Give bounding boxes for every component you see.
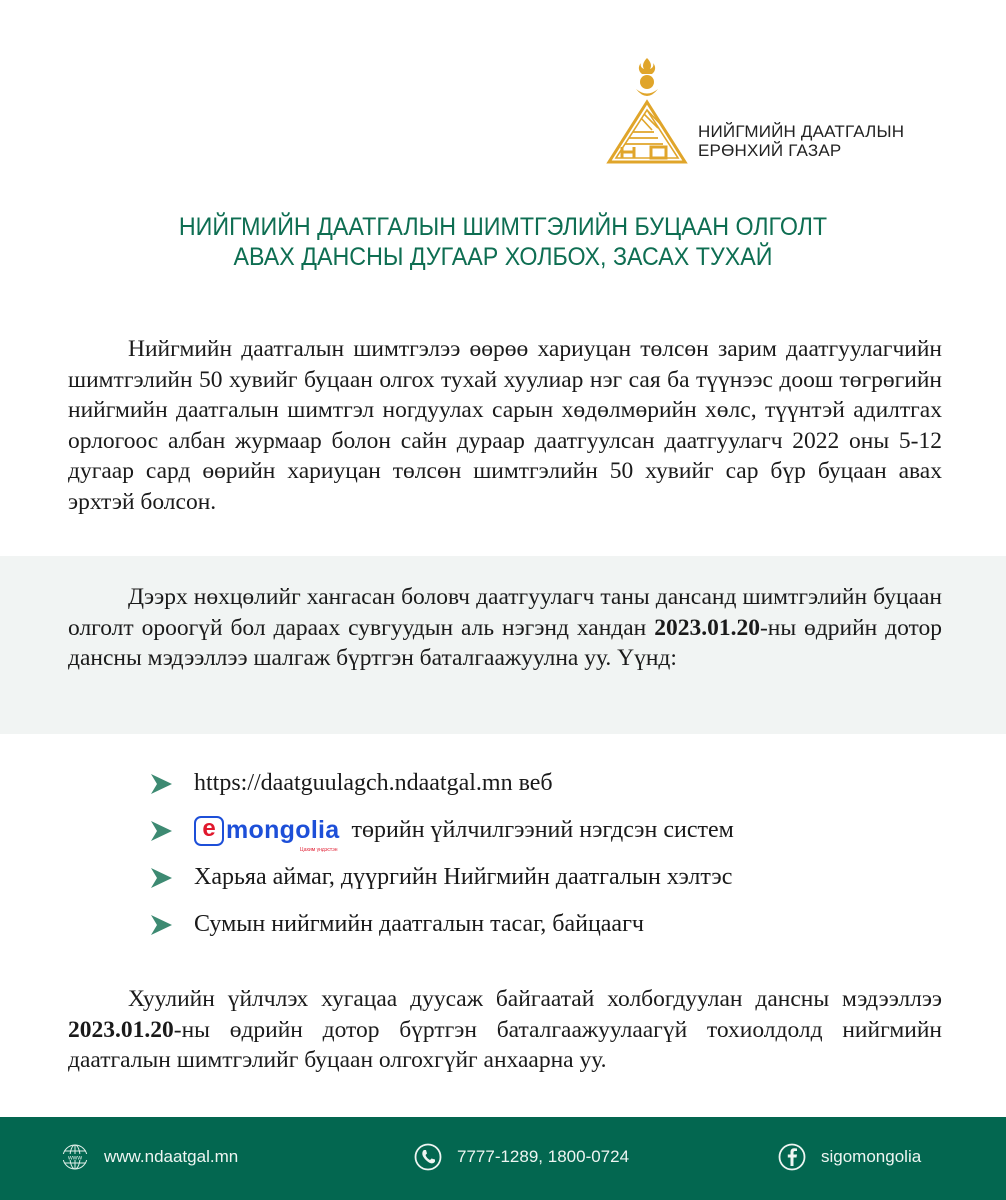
arrow-right-icon bbox=[148, 912, 174, 938]
warning-text-after: -ны өдрийн дотор бүртгэн баталгаажуулаагүй тохиолдолд нийгмийн даатгалын шимтгэлийг буцаан олгохгүйг анхаарна уу. bbox=[68, 1016, 942, 1073]
svg-text:www: www bbox=[67, 1154, 83, 1162]
channel-item-soum bbox=[148, 901, 948, 948]
footer-website[interactable] bbox=[60, 1141, 238, 1173]
channel-item-branch bbox=[148, 854, 948, 901]
website-link[interactable]: www.ndaatgal.mn bbox=[104, 1147, 239, 1166]
instruction-text-after: -ны өдрийн дотор дансны мэдээллээ шалгаж бүртгэн баталгаажуулна уу. Үүнд: bbox=[68, 614, 943, 671]
title-line1: НИЙГМИЙН ДААТГАЛЫН ШИМТГЭЛИЙН БУЦААН ОЛГОЛТ bbox=[178, 213, 828, 241]
organization-name-line1: НИЙГМИЙН ДААТГАЛЫН bbox=[698, 122, 905, 141]
footer-phone[interactable] bbox=[413, 1141, 629, 1173]
channel-item-emongolia bbox=[148, 807, 948, 854]
emongolia-tagline: Цахим үндэстэн bbox=[299, 846, 338, 853]
intro-text: Нийгмийн даатгалын шимтгэлээ өөрөө хариуцан төлсөн зарим даатгуулагчийн шимтгэлийн 50 хувийг буцаан олгох тухай хуулиар нэг сая ба түүнээс доош төгрөгийн нийгмийн даатгалын шимтгэл ногдуулах сарын хөдөлмөрийн хөлс, түүнтэй адилтгах орлогоос албан журмаар болон сайн дураар даатгуулсан даатгуулагч 2022 оны 5-12 дугаар сард өөрийн хариуцан төлсөн шимтгэлийн 50 хувийг сар бүр буцаан авах эрхтэй болсон. bbox=[68, 336, 942, 515]
channel-website-link[interactable]: https://daatguulagch.ndaatgal.mn веб bbox=[194, 770, 553, 796]
title-line2: АВАХ ДАНСНЫ ДУГААР ХОЛБОХ, ЗАСАХ ТУХАЙ bbox=[233, 243, 773, 271]
organization-name bbox=[698, 122, 904, 160]
intro-paragraph bbox=[68, 334, 942, 517]
footer bbox=[0, 1117, 1006, 1200]
phone-numbers[interactable]: 7777-1289, 1800-0724 bbox=[457, 1147, 630, 1166]
arrow-right-icon bbox=[148, 818, 174, 844]
arrow-right-icon bbox=[148, 771, 174, 797]
channel-soum-text: Сумын нийгмийн даатгалын тасаг, байцаагч bbox=[194, 911, 644, 937]
facebook-icon bbox=[777, 1142, 807, 1172]
globe-www-icon bbox=[60, 1142, 90, 1172]
emongolia-logo bbox=[194, 815, 340, 853]
arrow-right-icon bbox=[148, 865, 174, 891]
footer-facebook[interactable] bbox=[777, 1141, 921, 1173]
channel-emongolia-text: төрийн үйлчилгээний нэгдсэн систем bbox=[351, 817, 734, 843]
instruction-text-before: Дээрх нөхцөлийг хангасан боловч даатгуулагч таны дансанд шимтгэлийн буцаан олголт ороогүй бол дараах сувгуудын аль нэгэнд хандан bbox=[68, 584, 942, 641]
facebook-handle[interactable]: sigomongolia bbox=[821, 1147, 922, 1166]
emongolia-wordmark: mongolia bbox=[226, 816, 340, 844]
organization-name-line2: ЕРӨНХИЙ ГАЗАР bbox=[698, 141, 842, 160]
instruction-paragraph bbox=[68, 582, 942, 674]
phone-icon bbox=[413, 1142, 443, 1172]
warning-paragraph bbox=[68, 984, 942, 1076]
deadline-date: 2023.01.20 bbox=[654, 614, 760, 641]
ndg-emblem-icon bbox=[606, 56, 688, 164]
emongolia-e-mark: e bbox=[194, 816, 224, 846]
deadline-date: 2023.01.20 bbox=[68, 1016, 174, 1043]
warning-text-before: Хуулийн үйлчлэх хугацаа дуусаж байгаатай холбогдуулан дансны мэдээллээ bbox=[128, 986, 942, 1012]
channel-list bbox=[148, 760, 948, 948]
page-title bbox=[35, 212, 971, 272]
channel-item-website bbox=[148, 760, 948, 807]
organization-logo bbox=[606, 56, 926, 166]
channel-branch-text: Харьяа аймаг, дүүргийн Нийгмийн даатгалын хэлтэс bbox=[194, 864, 733, 890]
